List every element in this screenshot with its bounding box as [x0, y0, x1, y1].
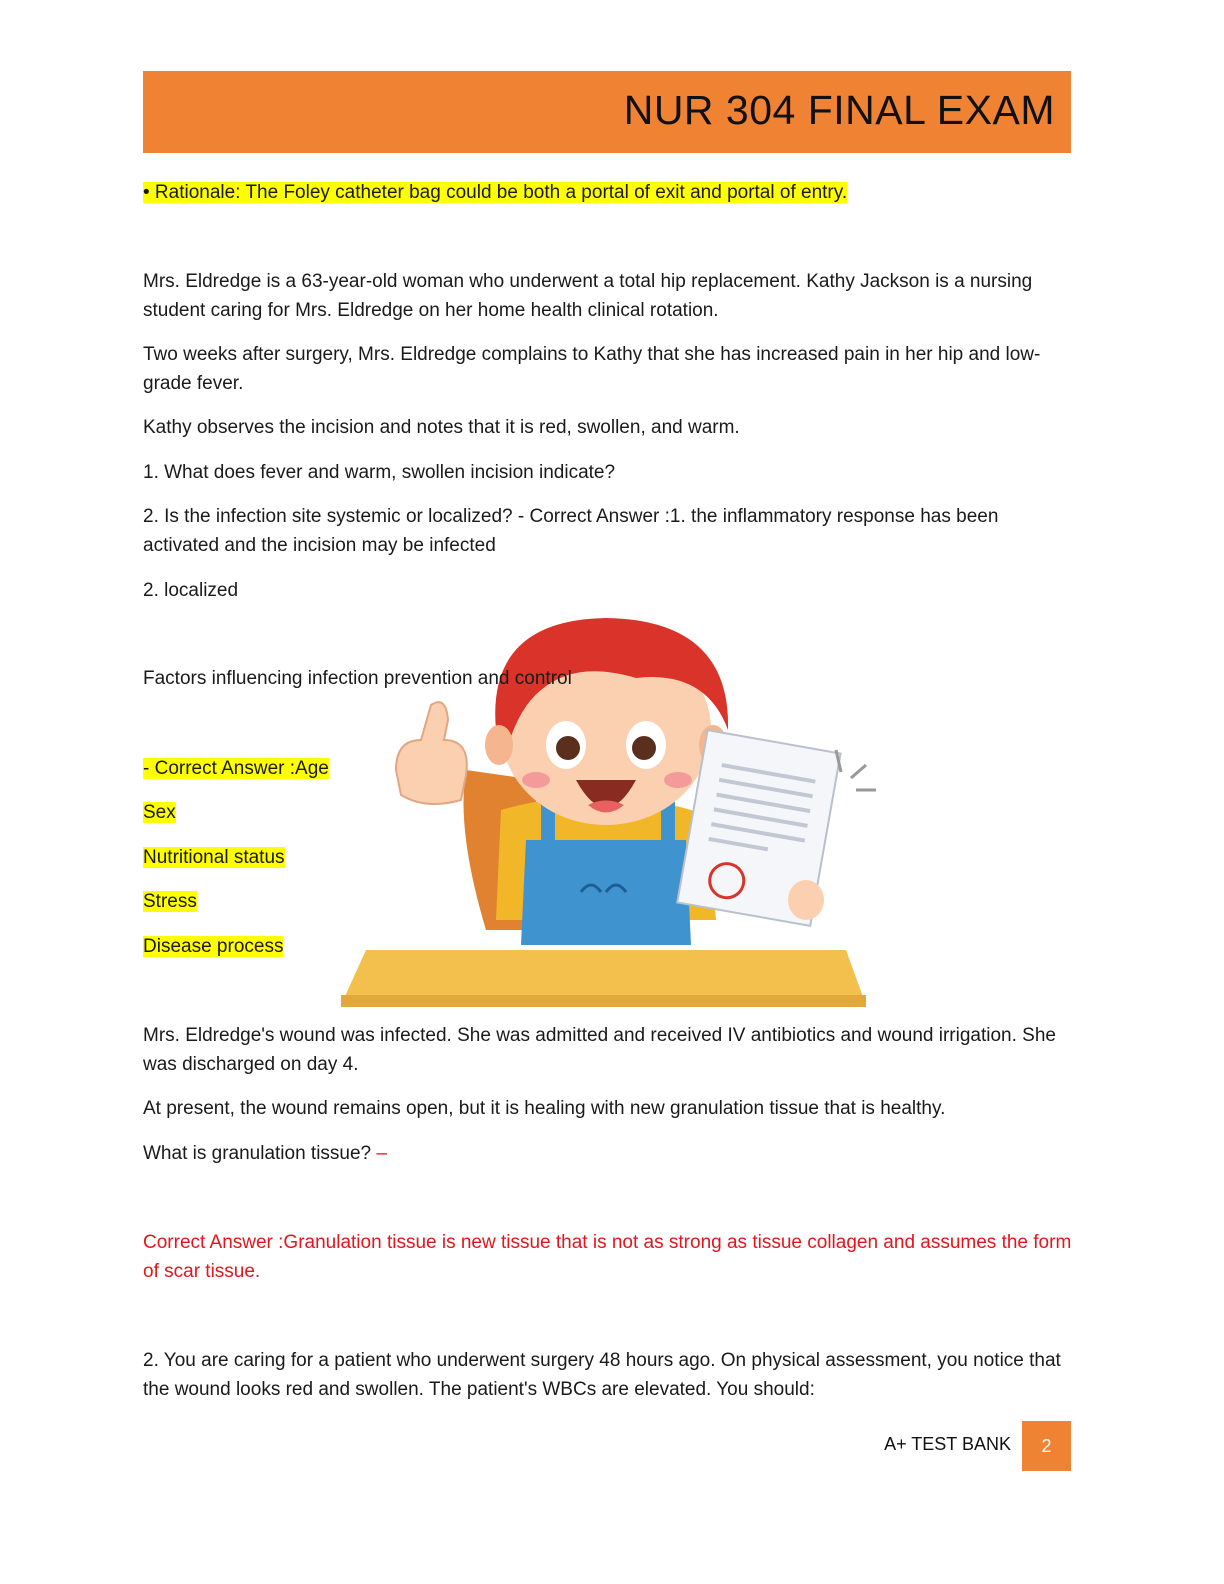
granulation-question: What is granulation tissue? –	[143, 1143, 387, 1164]
rationale-text: • Rationale: The Foley catheter bag could be both a portal of exit and portal of entry.	[143, 182, 848, 203]
granulation-answer: Correct Answer :Granulation tissue is new tissue that is not as strong as tissue collagen and assumes the form of scar tissue.	[143, 1232, 1072, 1282]
question-2-answer: 2. localized	[143, 580, 239, 601]
factor-item: Sex	[143, 802, 176, 823]
page-title: NUR 304 FINAL EXAM	[623, 87, 1055, 133]
observation-text: Kathy observes the incision and notes that it is red, swollen, and warm.	[143, 417, 740, 438]
case-intro-text: Mrs. Eldredge is a 63-year-old woman who underwent a total hip replacement. Kathy Jackson is a nursing student caring for Mrs. Eldredge on her home health clinical rotation.	[143, 271, 1033, 321]
factors-heading: Factors influencing infection prevention and control	[143, 668, 572, 689]
question-1: 1. What does fever and warm, swollen incision indicate?	[143, 462, 616, 483]
page-number: 2	[1022, 1421, 1071, 1471]
granulation-dash: –	[376, 1143, 387, 1164]
question-surgery: 2. You are caring for a patient who underwent surgery 48 hours ago. On physical assessment, you notice that the wound looks red and swollen. The patient's WBCs are elevated. You should:	[143, 1350, 1061, 1400]
question-2: 2. Is the infection site systemic or localized? - Correct Answer :1. the inflammatory response has been activated and the incision may be infected	[143, 506, 999, 556]
factor-item: - Correct Answer :Age	[143, 758, 329, 779]
factor-item: Stress	[143, 891, 197, 912]
footer-label: A+ TEST BANK	[884, 1434, 1011, 1454]
complaint-text: Two weeks after surgery, Mrs. Eldredge complains to Kathy that she has increased pain in her hip and low-grade fever.	[143, 344, 1041, 394]
wound-infected-text: Mrs. Eldredge's wound was infected. She was admitted and received IV antibiotics and wound irrigation. She was discharged on day 4.	[143, 1025, 1056, 1075]
wound-present-text: At present, the wound remains open, but it is healing with new granulation tissue that is healthy.	[143, 1098, 946, 1119]
factor-item: Disease process	[143, 936, 284, 957]
factor-item: Nutritional status	[143, 847, 285, 868]
header-bar	[143, 71, 1071, 153]
